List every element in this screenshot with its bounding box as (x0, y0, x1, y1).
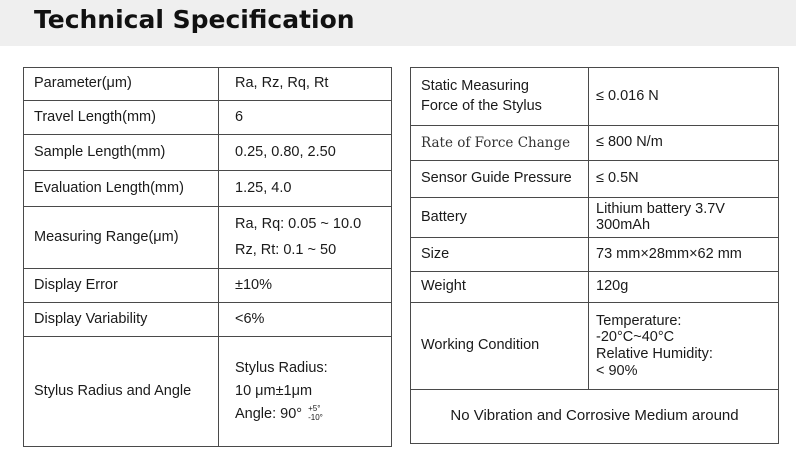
table-row (24, 303, 392, 337)
table-row (411, 390, 779, 444)
label-line: Force of the Stylus (421, 97, 542, 114)
param-value (219, 337, 392, 447)
value-line: -20°C~40°C (596, 329, 675, 346)
param-value: ≤ 0.016 N (589, 68, 779, 126)
param-label: Display Variability (24, 303, 219, 337)
table-row (24, 337, 392, 447)
param-label: Travel Length(mm) (24, 101, 219, 135)
label-line: Static Measuring (421, 77, 529, 94)
param-label: Display Error (24, 269, 219, 303)
param-label: Battery (411, 198, 589, 238)
working-condition-note: No Vibration and Corrosive Medium around (411, 390, 779, 444)
stylus-radius-label: Stylus Radius: (235, 359, 328, 376)
param-label: Rate of Force Change (411, 126, 589, 161)
param-label: Evaluation Length(mm) (24, 171, 219, 207)
value-line: Rz, Rt: 0.1 ~ 50 (235, 241, 337, 258)
param-value: 73 mm×28mm×62 mm (589, 238, 779, 272)
param-value: 120g (589, 272, 779, 303)
table-row (24, 135, 392, 171)
value-line: Temperature: (596, 312, 682, 329)
value-line: Lithium battery 3.7V (596, 200, 725, 217)
param-value (589, 303, 779, 390)
param-value: <6% (219, 303, 392, 337)
table-row (411, 161, 779, 198)
param-value: ≤ 800 N/m (589, 126, 779, 161)
spec-table-right (410, 67, 779, 444)
param-label (411, 68, 589, 126)
param-label: Sensor Guide Pressure (411, 161, 589, 198)
table-row (411, 238, 779, 272)
param-value: Ra, Rz, Rq, Rt (219, 68, 392, 101)
param-value: 6 (219, 101, 392, 135)
table-row (24, 101, 392, 135)
table-row (411, 68, 779, 126)
value-line: < 90% (596, 362, 638, 379)
table-row (411, 303, 779, 390)
param-value (589, 198, 779, 238)
table-row (24, 171, 392, 207)
param-label: Sample Length(mm) (24, 135, 219, 171)
param-value: 1.25, 4.0 (219, 171, 392, 207)
param-value: 0.25, 0.80, 2.50 (219, 135, 392, 171)
param-label: Working Condition (411, 303, 589, 390)
table-row (411, 198, 779, 238)
angle-tolerance-minus: -10° (308, 413, 323, 423)
table-row (24, 269, 392, 303)
angle-tolerance-plus: +5° (308, 404, 321, 414)
param-label: Weight (411, 272, 589, 303)
value-line: Relative Humidity: (596, 346, 713, 362)
header-bar (0, 0, 796, 46)
param-value: ±10% (219, 269, 392, 303)
param-label: Parameter(μm) (24, 68, 219, 101)
param-value (219, 207, 392, 269)
value-line: 300mAh (596, 216, 651, 233)
table-row (411, 126, 779, 161)
page-title: Technical Specification (34, 5, 355, 34)
param-value: ≤ 0.5N (589, 161, 779, 198)
param-label: Stylus Radius and Angle (24, 337, 219, 447)
angle-label: Angle: 90° (235, 406, 303, 423)
stylus-angle (235, 403, 391, 426)
spec-table-left (23, 67, 392, 447)
stylus-radius-value: 10 μm±1μm (235, 382, 313, 399)
value-line: Ra, Rq: 0.05 ~ 10.0 (235, 216, 362, 233)
table-row (24, 68, 392, 101)
angle-tolerance (308, 405, 323, 423)
param-label: Measuring Range(μm) (24, 207, 219, 269)
table-row (24, 207, 392, 269)
table-row (411, 272, 779, 303)
param-label: Size (411, 238, 589, 272)
